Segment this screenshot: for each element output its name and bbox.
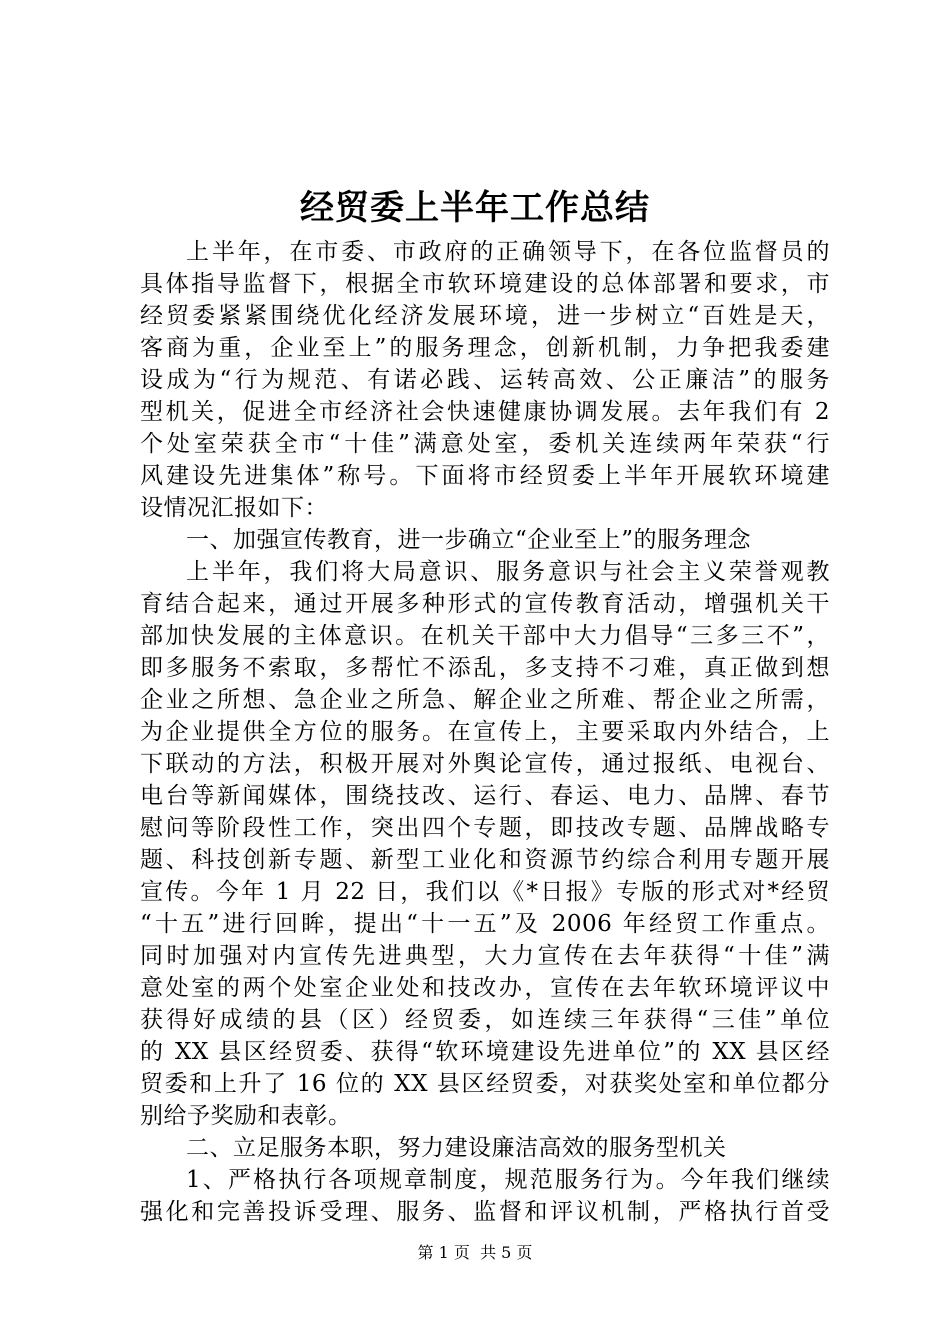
text-line: 题、科技创新专题、新型工业化和资源节约综合利用专题开展	[140, 847, 830, 873]
text-line: 客商为重，企业至上”的服务理念，创新机制，力争把我委建	[140, 335, 830, 361]
page-total: 共 5 页	[480, 1243, 533, 1262]
text-line: 贸委和上升了 16 位的 XX 县区经贸委，对获奖处室和单位都分	[140, 1071, 830, 1097]
text-line: 为企业提供全方位的服务。在宣传上，主要采取内外结合，上	[140, 719, 830, 745]
document-title: 经贸委上半年工作总结	[300, 188, 650, 228]
text-line: 电台等新闻媒体，围绕技改、运行、春运、电力、品牌、春节	[140, 783, 830, 809]
text-line: “十五”进行回眸，提出“十一五”及 2006 年经贸工作重点。	[140, 911, 830, 937]
text-line: 意处室的两个处室企业处和技改办，宣传在去年软环境评议中	[140, 975, 830, 1001]
text-line: 个处室荣获全市“十佳”满意处室，委机关连续两年荣获“行	[140, 431, 830, 457]
page-number: 第 1 页	[417, 1243, 470, 1262]
text-line: 获得好成绩的县（区）经贸委，如连续三年获得“三佳”单位	[140, 1007, 830, 1033]
text-line: 即多服务不索取，多帮忙不添乱，多支持不刁难，真正做到想	[140, 655, 830, 681]
text-line: 经贸委紧紧围绕优化经济发展环境，进一步树立“百姓是天，	[140, 303, 830, 329]
text-line: 上半年，我们将大局意识、服务意识与社会主义荣誉观教	[186, 559, 830, 585]
text-line: 风建设先进集体”称号。下面将市经贸委上半年开展软环境建	[140, 463, 830, 489]
text-line: 二、立足服务本职，努力建设廉洁高效的服务型机关	[186, 1135, 727, 1161]
text-line: 企业之所想、急企业之所急、解企业之所难、帮企业之所需，	[140, 687, 830, 713]
text-line: 设成为“行为规范、有诺必践、运转高效、公正廉洁”的服务	[140, 367, 830, 393]
text-line: 1、严格执行各项规章制度，规范服务行为。今年我们继续	[186, 1167, 830, 1193]
text-line: 强化和完善投诉受理、服务、监督和评议机制，严格执行首受	[140, 1199, 830, 1225]
document-body	[140, 236, 830, 1228]
text-line: 慰问等阶段性工作，突出四个专题，即技改专题、品牌战略专	[140, 815, 830, 841]
text-line: 上半年，在市委、市政府的正确领导下，在各位监督员的	[186, 239, 830, 265]
text-line: 育结合起来，通过开展多种形式的宣传教育活动，增强机关干	[140, 591, 830, 617]
text-line: 具体指导监督下，根据全市软环境建设的总体部署和要求，市	[140, 271, 830, 297]
text-line: 的 XX 县区经贸委、获得“软环境建设先进单位”的 XX 县区经	[140, 1039, 830, 1065]
text-line: 宣传。今年 1 月 22 日，我们以《*日报》专版的形式对*经贸	[140, 879, 830, 905]
text-line: 一、加强宣传教育，进一步确立“企业至上”的服务理念	[186, 527, 752, 553]
text-line: 下联动的方法，积极开展对外舆论宣传，通过报纸、电视台、	[140, 751, 830, 777]
page-footer	[0, 1243, 950, 1263]
text-line: 别给予奖励和表彰。	[140, 1103, 352, 1129]
text-line: 同时加强对内宣传先进典型，大力宣传在去年获得“十佳”满	[140, 943, 830, 969]
text-line: 型机关，促进全市经济社会快速健康协调发展。去年我们有 2	[140, 399, 830, 425]
text-line: 部加快发展的主体意识。在机关干部中大力倡导“三多三不”，	[140, 623, 830, 649]
text-line: 设情况汇报如下：	[140, 495, 328, 521]
